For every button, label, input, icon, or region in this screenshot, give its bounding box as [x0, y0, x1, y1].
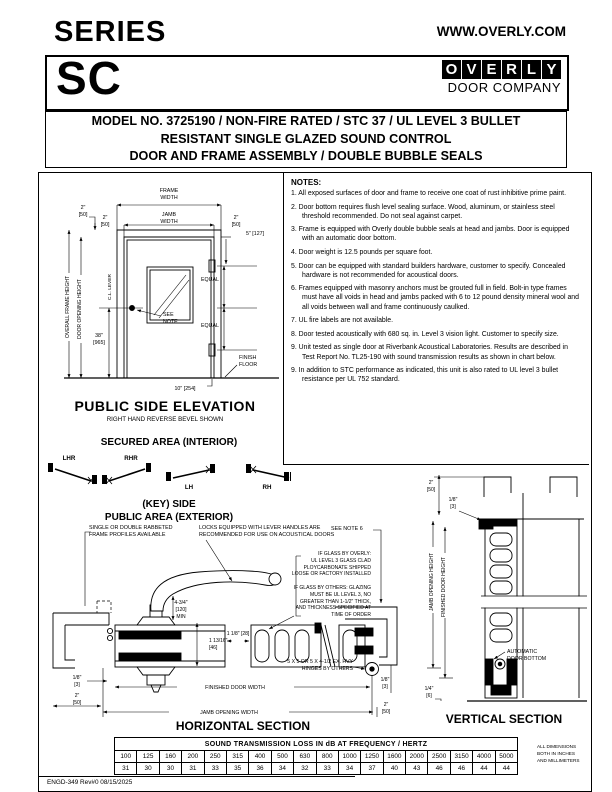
value-cell: 46	[450, 763, 472, 775]
logo-letter: E	[482, 60, 501, 79]
overall-frame-height-label: OVERALL FRAME HEIGHT	[65, 275, 71, 339]
note-item: 9. Unit tested as single door at Riverbank Acoustical Laboratories. Results are described in Test Report No. TL25-190 with sound transmission results as shown in chart below.	[291, 344, 568, 361]
frequency-cell: 125	[137, 751, 159, 763]
dim-2in: 2"	[80, 205, 86, 211]
value-cell: 30	[137, 763, 159, 775]
note-item: 5. Door can be equipped with standard builders hardware, customer to specify. Concealed hardware is not recommended for acoustical doors.	[291, 262, 566, 279]
website-url: WWW.OVERLY.COM	[436, 24, 566, 39]
hinges-by-others-label: 5 X 5 OR 5 X 4-1/2 EX. HVY HINGES BY OTHERS	[287, 659, 353, 673]
frame-width-label: WIDTH	[160, 195, 178, 201]
dim-10in-254: 10" [254]	[174, 386, 196, 392]
horizontal-section-caption: HORIZONTAL SECTION	[175, 719, 311, 733]
frequency-cell: 2000	[406, 751, 428, 763]
document-number: ENGD-349 Rev#0 08/15/2025	[47, 779, 133, 786]
frequency-cell: 500	[271, 751, 293, 763]
dim-50mm: [50]	[100, 222, 110, 228]
dimensions-units-note: ALL DIMENSIONS BOTH IN INCHES AND MILLIMETERS	[537, 744, 580, 763]
frequency-cell: 5000	[495, 751, 517, 763]
value-cell: 43	[406, 763, 428, 775]
value-cell: 31	[115, 763, 137, 775]
jamb-width-label: WIDTH	[160, 219, 178, 225]
dim-3mm: [3]	[74, 682, 80, 688]
frequency-cell: 1250	[361, 751, 383, 763]
note-item: 2. Door bottom requires flush level sealing surface. Wood, aluminum, or stainless steel threshold recommended. Do not seal against carpet.	[291, 203, 555, 220]
see-note-label: NOTE	[163, 319, 178, 325]
frequency-cell: 800	[316, 751, 338, 763]
key-side-label: (KEY) SIDE	[142, 499, 196, 510]
rabbeted-frames-label: SINGLE OR DOUBLE RABBETED FRAME PROFILES AVAILABLE	[89, 525, 173, 539]
overly-logo-letters	[441, 60, 561, 79]
see-note-6-label: SEE NOTE 6	[331, 526, 363, 532]
value-cell: 40	[383, 763, 405, 775]
logo-letter: O	[442, 60, 461, 79]
dim-3mm: [3]	[382, 684, 388, 690]
glass-by-others-note: IF GLASS BY OTHERS: GLAZING MUST BE UL LEVEL 3, NO GREATER THAN 1-1/2" THICK, AND THICKNESS SPECIFIED AT TIME OF ORDER	[293, 585, 371, 618]
handing-rh-label: RH	[262, 484, 272, 491]
frequency-cell: 160	[159, 751, 181, 763]
automatic-door-bottom-label: AUTOMATIC DOOR BOTTOM	[507, 649, 547, 663]
notes-list	[291, 189, 582, 384]
logo-letter: R	[502, 60, 521, 79]
brand-box	[45, 52, 569, 111]
public-area-label: PUBLIC AREA (EXTERIOR)	[104, 512, 234, 523]
door-opening-height-label: DOOR OPENING HEIGHT	[77, 279, 83, 339]
dim-14in: 1/4"	[424, 686, 434, 692]
dim-434in: 4-3/4"	[174, 600, 188, 606]
finish-floor-label: FLOOR	[239, 362, 258, 368]
elevation-caption: PUBLIC SIDE ELEVATION	[74, 398, 256, 414]
notes-title: NOTES:	[291, 178, 322, 187]
glass-by-overly-note: IF GLASS BY OVERLY: UL LEVEL 3 GLASS CLAD PLOYCARBONATE SHIPPED LOOSE OR FACTORY INSTALLED	[291, 551, 371, 578]
value-cell: 33	[204, 763, 226, 775]
frequency-cell: 2500	[428, 751, 450, 763]
overly-logo	[441, 60, 561, 95]
dim-18in: 1/8"	[380, 677, 390, 683]
value-cell: 34	[271, 763, 293, 775]
dim-50mm: [50]	[72, 700, 82, 706]
dim-min: MIN	[176, 614, 186, 620]
note-item: 9. In addition to STC performance as indicated, this unit is also rated to UL level 3 bullet resistance per UL 752 standard.	[291, 367, 559, 384]
model-code: SC	[56, 52, 122, 104]
dim-38in: 38"	[95, 333, 103, 339]
note-item: 8. Door tested acoustically with 680 sq. in. Level 3 vision light. Customer to specify size.	[291, 330, 559, 338]
jamb-width-label: JAMB	[161, 212, 177, 218]
finished-door-width-label: FINISHED DOOR WIDTH	[205, 685, 265, 691]
logo-company-name: DOOR COMPANY	[447, 80, 561, 95]
dim-965mm: [965]	[93, 340, 105, 346]
note-item: 4. Door weight is 12.5 pounds per square foot.	[291, 249, 433, 257]
value-cell: 37	[361, 763, 383, 775]
dim-120mm: [120]	[175, 607, 187, 613]
dim-50mm: [50]	[78, 212, 88, 218]
frequency-cell: 250	[204, 751, 226, 763]
dim-50mm: [50]	[381, 709, 391, 715]
value-cell: 31	[182, 763, 204, 775]
handing-rhr-label: RHR	[124, 455, 138, 462]
footer-divider	[39, 776, 355, 777]
logo-letter: V	[462, 60, 481, 79]
elevation-subcaption: RIGHT HAND REVERSE BEVEL SHOWN	[106, 416, 224, 423]
frequency-cell: 100	[115, 751, 137, 763]
series-label: SERIES	[54, 16, 167, 48]
see-note-label: SEE	[163, 312, 174, 318]
dim-2in: 2"	[233, 215, 239, 221]
frame-width-label: FRAME	[159, 188, 179, 194]
dim-3mm: [3]	[450, 504, 456, 510]
value-cell: 36	[249, 763, 271, 775]
dim-2in: 2"	[428, 480, 434, 486]
frequency-cell: 400	[249, 751, 271, 763]
dim-5in-127: 5" [127]	[246, 231, 265, 237]
logo-letter: L	[522, 60, 541, 79]
frequency-cell: 4000	[473, 751, 495, 763]
value-cell: 44	[473, 763, 495, 775]
frequency-cell: 3150	[450, 751, 472, 763]
dim-2in: 2"	[74, 693, 80, 699]
model-title-block	[45, 111, 567, 168]
frequency-cell: 1600	[383, 751, 405, 763]
dim-50mm: [50]	[231, 222, 241, 228]
dim-50mm: [50]	[426, 487, 436, 493]
value-cell: 35	[226, 763, 248, 775]
drawing-sheet	[38, 172, 592, 792]
note-item: 6. Frames equipped with masonry anchors must be grouted full in field. Bolt-in type frames must have all voids in head and jambs packed with 6 to 12 pound density mineral wool and all voids between wall and frame continuously caulked.	[291, 285, 579, 311]
title-line-1: MODEL NO. 3725190 / NON-FIRE RATED / STC 37 / UL LEVEL 3 BULLET	[91, 114, 521, 129]
title-line-2: RESISTANT SINGLE GLAZED SOUND CONTROL	[160, 131, 452, 146]
frequency-cell: 630	[294, 751, 316, 763]
handing-lhr-label: LHR	[62, 455, 76, 462]
public-side-elevation-drawing	[39, 175, 291, 431]
equal-label: EQUAL	[201, 323, 219, 329]
dim-46mm: [46]	[209, 645, 218, 651]
finished-door-height-label: FINISHED DOOR HEIGHT	[441, 556, 447, 618]
vertical-section-caption: VERTICAL SECTION	[445, 712, 563, 726]
equal-label: EQUAL	[201, 277, 219, 283]
logo-letter: Y	[542, 60, 561, 79]
value-cell: 34	[338, 763, 360, 775]
dim-2in: 2"	[383, 702, 389, 708]
frequency-cell: 200	[182, 751, 204, 763]
value-cell: 44	[495, 763, 517, 775]
note-item: 1. All exposed surfaces of door and frame to receive one coat of rust inhibitive prime paint.	[291, 190, 567, 197]
dim-11316in: 1 13/16"	[209, 638, 228, 644]
frequency-cell: 1000	[338, 751, 360, 763]
lever-locks-label: LOCKS EQUIPPED WITH LEVER HANDLES ARE RECOMMENDED FOR USE ON ACOUSTICAL DOORS	[199, 525, 335, 539]
table-title: SOUND TRANSMISSION LOSS IN dB AT FREQUENCY / HERTZ	[115, 738, 518, 751]
dim-118in-28mm: 1 1/8" [28]	[226, 631, 250, 637]
handing-lh-label: LH	[184, 484, 194, 491]
dim-18in: 1/8"	[448, 497, 458, 503]
title-line-3: DOOR AND FRAME ASSEMBLY / DOUBLE BUBBLE SEALS	[129, 149, 483, 164]
dim-6mm: [6]	[426, 693, 432, 699]
secured-area-label: SECURED AREA (INTERIOR)	[100, 437, 238, 448]
finish-floor-label: FINISH	[239, 355, 257, 361]
dim-2in: 2"	[102, 215, 108, 221]
value-cell: 30	[159, 763, 181, 775]
value-cell: 33	[316, 763, 338, 775]
value-cell: 46	[428, 763, 450, 775]
note-item: 3. Frame is equipped with Overly double bubble seals at head and jambs. Door is equipped with an automatic door bottom.	[291, 226, 570, 243]
sound-transmission-table	[114, 737, 518, 775]
dim-18in: 1/8"	[72, 675, 82, 681]
cl-lever-label: C.L. LEVER	[108, 274, 113, 300]
jamb-opening-height-label: JAMB OPENING HEIGHT	[429, 552, 435, 612]
jamb-opening-width-label: JAMB OPENING WIDTH	[200, 710, 258, 716]
notes-panel	[283, 173, 589, 465]
frequency-cell: 315	[226, 751, 248, 763]
note-item: 7. UL fire labels are not available.	[291, 317, 394, 325]
value-cell: 32	[294, 763, 316, 775]
